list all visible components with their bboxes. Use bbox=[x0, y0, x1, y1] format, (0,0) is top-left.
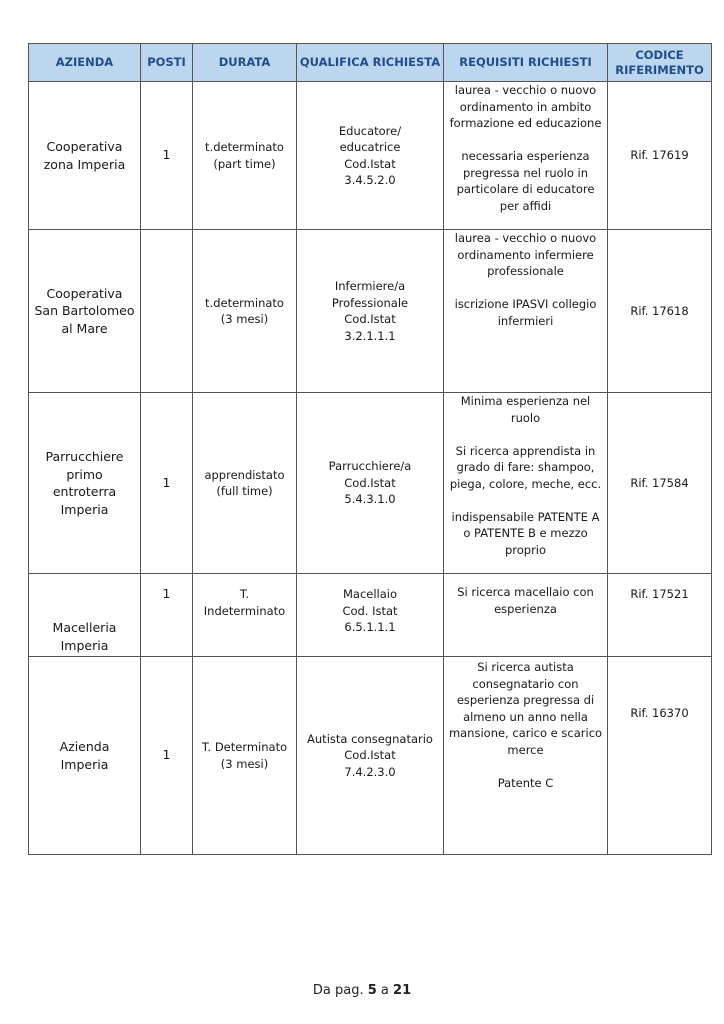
azienda-cell-line: Imperia bbox=[60, 637, 109, 653]
qualifica-cell-line: 5.4.3.1.0 bbox=[344, 492, 396, 507]
qualifica-cell-line: 3.2.1.1.1 bbox=[344, 328, 396, 343]
azienda-cell-line: Macelleria bbox=[52, 620, 117, 635]
durata-cell bbox=[193, 657, 297, 855]
codice-cell: Rif. 17521 bbox=[608, 574, 712, 657]
qualifica-cell-line: Cod.Istat bbox=[344, 156, 396, 171]
requisiti-cell bbox=[444, 574, 608, 657]
qualifica-cell bbox=[297, 657, 444, 855]
requisiti-cell-line: particolare di educatore bbox=[456, 182, 595, 196]
header-riferimento-word: RIFERIMENTO bbox=[615, 62, 704, 77]
qualifica-cell-line: Cod.Istat bbox=[344, 475, 396, 490]
qualifica-cell-line: educatrice bbox=[339, 140, 401, 154]
requisiti-cell-line: ordinamento infermiere bbox=[457, 247, 594, 262]
qualifica-cell-line: 7.4.2.3.0 bbox=[344, 764, 396, 779]
qualifica-cell bbox=[297, 82, 444, 230]
azienda-cell-line: Cooperativa bbox=[46, 139, 123, 154]
durata-cell-line: t.determinato bbox=[205, 295, 284, 310]
azienda-cell bbox=[29, 82, 141, 230]
header-azienda: AZIENDA bbox=[29, 44, 141, 82]
durata-cell-line: t.determinato bbox=[205, 140, 284, 154]
azienda-cell bbox=[29, 230, 141, 393]
requisiti-cell-line: professionale bbox=[487, 264, 564, 278]
page-footer bbox=[0, 983, 724, 998]
requisiti-cell-line: esperienza pregressa di bbox=[456, 693, 595, 707]
table-header-row bbox=[29, 44, 712, 82]
durata-cell-line: T. bbox=[239, 587, 250, 601]
posti-cell: 1 bbox=[141, 574, 193, 657]
blank-line bbox=[448, 758, 603, 775]
azienda-cell-line: Imperia bbox=[60, 756, 109, 772]
durata-cell-line: T. Determinato bbox=[201, 740, 288, 754]
azienda-cell-line: Azienda bbox=[59, 739, 110, 754]
durata-cell-line: Indeterminato bbox=[203, 603, 286, 618]
qualifica-cell-line: Cod.Istat bbox=[344, 748, 396, 763]
footer-current-page: 5 bbox=[367, 983, 377, 998]
requisiti-cell-line: Patente C bbox=[497, 775, 554, 790]
requisiti-cell-line: mansione, carico e scarico bbox=[448, 726, 603, 740]
durata-cell-line: (part time) bbox=[213, 156, 276, 171]
requisiti-cell-line: iscrizione IPASVI collegio bbox=[454, 297, 597, 311]
qualifica-cell bbox=[297, 393, 444, 574]
requisiti-cell-line: per affidi bbox=[499, 198, 552, 213]
requisiti-cell-line: Si ricerca apprendista in bbox=[455, 443, 596, 458]
requisiti-cell-line: esperienza bbox=[494, 601, 557, 616]
requisiti-cell-line: Minima esperienza nel bbox=[460, 394, 591, 408]
header-durata: DURATA bbox=[193, 44, 297, 82]
azienda-cell-line: Parrucchiere bbox=[45, 449, 124, 464]
footer-separator: a bbox=[380, 983, 389, 998]
requisiti-cell-line: indispensabile PATENTE A bbox=[451, 509, 600, 524]
durata-cell bbox=[193, 230, 297, 393]
blank-line bbox=[448, 132, 603, 149]
table-row bbox=[29, 574, 712, 657]
table-row bbox=[29, 657, 712, 855]
requisiti-cell-line: piega, colore, meche, ecc. bbox=[449, 476, 602, 491]
table-row bbox=[29, 230, 712, 393]
azienda-cell bbox=[29, 393, 141, 574]
durata-cell bbox=[193, 574, 297, 657]
azienda-cell-line: zona Imperia bbox=[43, 156, 126, 172]
codice-cell: Rif. 17584 bbox=[608, 393, 712, 574]
requisiti-cell-line: ruolo bbox=[510, 410, 541, 425]
requisiti-cell-line: proprio bbox=[504, 542, 547, 557]
posti-cell: 1 bbox=[141, 657, 193, 855]
blank-line bbox=[448, 426, 603, 443]
qualifica-cell-line: 3.4.5.2.0 bbox=[344, 173, 396, 187]
qualifica-cell-line: Educatore/ bbox=[338, 123, 402, 138]
codice-cell: Rif. 17619 bbox=[608, 82, 712, 230]
azienda-cell-line: entroterra bbox=[52, 484, 117, 499]
codice-cell: Rif. 16370 bbox=[608, 657, 712, 855]
requisiti-cell-line: merce bbox=[507, 742, 544, 757]
requisiti-cell-line: grado di fare: shampoo, bbox=[456, 460, 595, 474]
durata-cell-line: (3 mesi) bbox=[220, 756, 269, 771]
requisiti-cell-line: o PATENTE B e mezzo bbox=[463, 526, 588, 540]
azienda-cell-line: Imperia bbox=[60, 501, 109, 517]
azienda-cell-line: San Bartolomeo bbox=[34, 303, 135, 319]
table-row bbox=[29, 82, 712, 230]
azienda-cell bbox=[29, 657, 141, 855]
blank-line bbox=[448, 280, 603, 297]
qualifica-cell-line: Autista consegnatario bbox=[307, 731, 433, 746]
qualifica-cell-line: Cod.Istat bbox=[344, 312, 396, 326]
footer-prefix: Da pag. bbox=[312, 983, 364, 998]
azienda-cell-line: primo bbox=[66, 466, 103, 482]
requisiti-cell-line: almeno un anno nella bbox=[463, 709, 588, 724]
header-requisiti: REQUISITI RICHIESTI bbox=[444, 44, 608, 82]
durata-cell-line: (3 mesi) bbox=[220, 312, 269, 326]
header-posti: POSTI bbox=[141, 44, 193, 82]
azienda-cell-line: al Mare bbox=[61, 320, 108, 336]
qualifica-cell-line: Professionale bbox=[331, 295, 409, 310]
durata-cell-line: (full time) bbox=[216, 484, 273, 498]
requisiti-cell-line: necessaria esperienza bbox=[461, 149, 590, 163]
requisiti-cell-line: pregressa nel ruolo in bbox=[462, 165, 589, 180]
requisiti-cell bbox=[444, 82, 608, 230]
requisiti-cell-line: infermieri bbox=[497, 313, 554, 328]
azienda-cell-line: Cooperativa bbox=[46, 285, 123, 301]
header-codice-word: CODICE bbox=[635, 47, 684, 62]
posti-cell: 1 bbox=[141, 393, 193, 574]
posti-cell bbox=[141, 230, 193, 393]
durata-cell bbox=[193, 82, 297, 230]
header-codice bbox=[608, 44, 712, 82]
qualifica-cell-line: 6.5.1.1.1 bbox=[344, 620, 396, 634]
requisiti-cell-line: ordinamento in ambito bbox=[459, 99, 592, 114]
durata-cell-line: apprendistato bbox=[204, 467, 285, 482]
header-qualifica: QUALIFICA RICHIESTA bbox=[297, 44, 444, 82]
qualifica-cell-line: Cod. Istat bbox=[342, 603, 398, 618]
qualifica-cell-line: Parrucchiere/a bbox=[328, 459, 412, 474]
qualifica-cell bbox=[297, 574, 444, 657]
requisiti-cell bbox=[444, 657, 608, 855]
table-row bbox=[29, 393, 712, 574]
qualifica-cell bbox=[297, 230, 444, 393]
footer-total-pages: 21 bbox=[393, 983, 412, 998]
requisiti-cell-line: laurea - vecchio o nuovo bbox=[454, 83, 597, 97]
job-offers-table bbox=[28, 43, 712, 855]
qualifica-cell-line: Infermiere/a bbox=[334, 279, 406, 293]
qualifica-cell-line: Macellaio bbox=[342, 587, 398, 601]
requisiti-cell bbox=[444, 393, 608, 574]
codice-cell: Rif. 17618 bbox=[608, 230, 712, 393]
requisiti-cell-line: consegnatario con bbox=[472, 676, 579, 691]
posti-cell: 1 bbox=[141, 82, 193, 230]
requisiti-cell-line: formazione ed educazione bbox=[449, 116, 602, 130]
requisiti-cell-line: laurea - vecchio o nuovo bbox=[454, 231, 597, 245]
durata-cell bbox=[193, 393, 297, 574]
azienda-cell bbox=[29, 574, 141, 657]
requisiti-cell-line: Si ricerca autista bbox=[477, 660, 574, 674]
requisiti-cell-line: Si ricerca macellaio con bbox=[457, 585, 594, 599]
requisiti-cell bbox=[444, 230, 608, 393]
blank-line bbox=[448, 492, 603, 509]
